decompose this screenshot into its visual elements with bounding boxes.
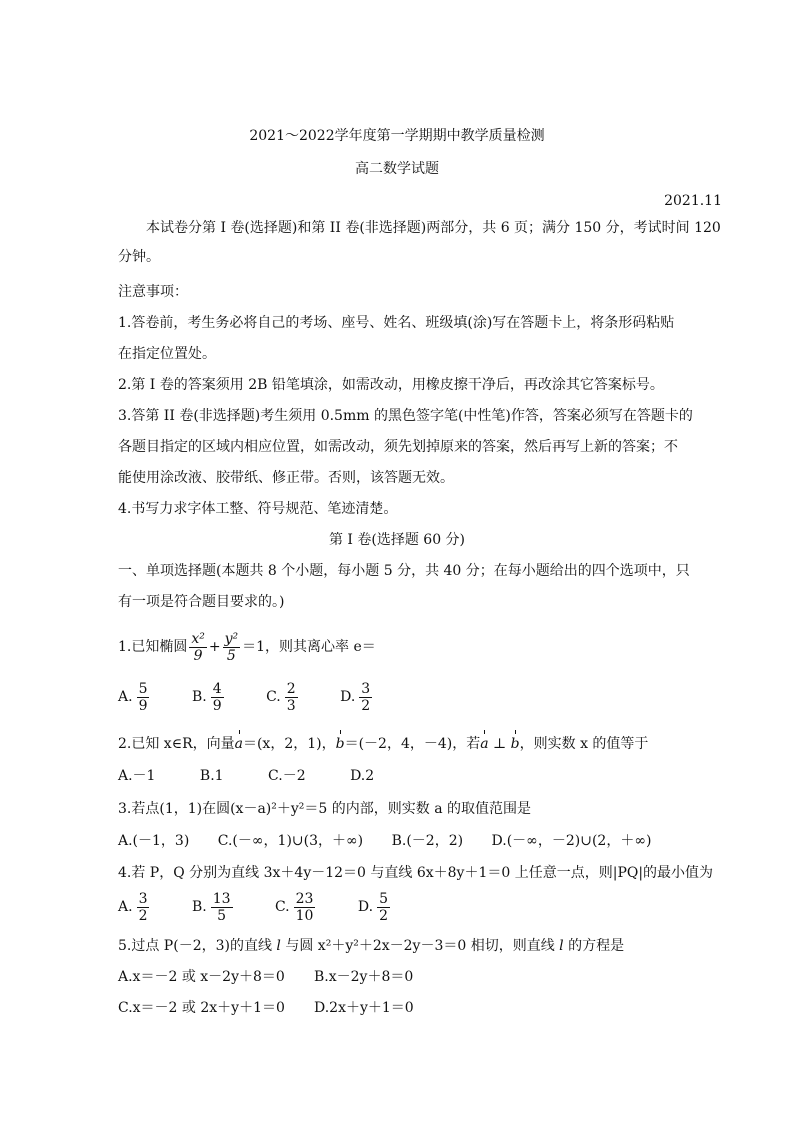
q4-option-b: B. $\frac{13}{5}$ bbox=[191, 890, 231, 924]
note-1a: 1.答卷前，考生务必将自己的考场、座号、姓名、班级填(涂)写在答题卡上，将条形码粘贴 bbox=[118, 315, 675, 331]
exam-subtitle: 高二数学试题 bbox=[355, 161, 439, 177]
q1-options bbox=[118, 680, 722, 714]
q5-option-a: A.x＝－2 或 x－2y＋8＝0 bbox=[118, 969, 285, 985]
q1-fraction-x bbox=[189, 631, 207, 664]
q4-options bbox=[118, 890, 722, 924]
q3-options bbox=[118, 831, 722, 851]
exam-date: 2021.11 bbox=[664, 193, 722, 209]
note-4: 4.书写力求字体工整、符号规范、笔迹清楚。 bbox=[118, 501, 398, 517]
q5-option-c: C.x＝－2 或 2x＋y＋1＝0 bbox=[118, 1000, 285, 1016]
q4-option-a: A. $\frac{3}{2}$ bbox=[118, 890, 148, 924]
q5-text-2: 与圆 x²＋y²＋2x－2y－3＝0 相切，则直线 bbox=[280, 938, 560, 954]
q3-option-a: A.(－1，3) bbox=[118, 833, 190, 849]
q2-text-3: ＝(－2，4，－4)，若 bbox=[344, 736, 481, 752]
q1-option-d: D. $\frac{3}{2}$ bbox=[340, 680, 371, 714]
q2-option-d: D.2 bbox=[350, 768, 375, 784]
q5-options-row-2 bbox=[118, 998, 722, 1018]
q3-option-d: D.(－∞，－2)∪(2，＋∞) bbox=[491, 833, 652, 849]
q2-text-2: ＝(x，2，1)， bbox=[242, 736, 336, 752]
q5-text-3: 的方程是 bbox=[563, 938, 625, 954]
section-title: 第 I 卷(选择题 60 分) bbox=[328, 532, 466, 548]
q2-text-1: 2.已知 x∈R，向量 bbox=[118, 736, 235, 752]
question-3: 3.若点(1，1)在圆(x－a)²＋y²＝5 的内部，则实数 a 的取值范围是 bbox=[118, 801, 531, 817]
q3-option-b: B.(－2，2) bbox=[391, 833, 464, 849]
q1-option-b: B. $\frac{4}{9}$ bbox=[191, 680, 222, 714]
intro-line-1: 本试卷分第 I 卷(选择题)和第 II 卷(非选择题)两部分，共 6 页；满分 150 分，考试时间 120 bbox=[146, 220, 721, 236]
question-5 bbox=[118, 936, 722, 956]
q2-option-b: B.1 bbox=[199, 768, 224, 784]
q1-suffix: ＝1，则其离心率 e＝ bbox=[242, 639, 376, 655]
q1-option-c: C. $\frac{2}{3}$ bbox=[266, 680, 296, 714]
q1-prefix: 1.已知椭圆 bbox=[118, 639, 188, 655]
note-2: 2.第 I 卷的答案须用 2B 铅笔填涂，如需改动，用橡皮擦干净后，再改涂其它答案标号。 bbox=[118, 377, 664, 393]
q1-plus: + bbox=[208, 639, 221, 655]
q1-f1-num: x² bbox=[191, 630, 205, 647]
q2-option-a: A.－1 bbox=[118, 768, 156, 784]
vector-a: a bbox=[234, 736, 243, 752]
q5-option-b: B.x－2y＋8＝0 bbox=[314, 969, 414, 985]
q1-fraction-y bbox=[223, 631, 241, 664]
q4-option-c: C. $\frac{23}{10}$ bbox=[274, 890, 314, 924]
section-desc-b: 有一项是符合题目要求的。) bbox=[118, 594, 285, 610]
intro-line-2: 分钟。 bbox=[118, 249, 160, 265]
vector-b-ref: b bbox=[510, 736, 520, 752]
note-1b: 在指定位置处。 bbox=[118, 346, 216, 362]
question-4: 4.若 P，Q 分别为直线 3x＋4y－12＝0 与直线 6x＋8y＋1＝0 上任意一点，则|PQ|的最小值为 bbox=[118, 865, 714, 881]
note-3a: 3.答第 II 卷(非选择题)考生须用 0.5mm 的黑色签字笔(中性笔)作答，答案必须写在答题卡的 bbox=[118, 408, 693, 424]
question-1 bbox=[118, 630, 722, 664]
q2-text-4: ，则实数 x 的值等于 bbox=[519, 736, 649, 752]
q2-options bbox=[118, 766, 722, 786]
q1-option-a: A. $\frac{5}{9}$ bbox=[118, 680, 148, 714]
question-2 bbox=[118, 734, 722, 754]
notes-heading: 注意事项： bbox=[118, 284, 188, 300]
q5-line-symbol: l bbox=[276, 938, 281, 954]
perp-symbol: ⊥ bbox=[488, 736, 511, 752]
exam-title: 2021～2022学年度第一学期期中教学质量检测 bbox=[249, 128, 545, 144]
q5-option-d: D.2x＋y＋1＝0 bbox=[314, 1000, 414, 1016]
vector-b: b bbox=[335, 736, 345, 752]
q3-option-c: C.(－∞，1)∪(3，＋∞) bbox=[217, 833, 364, 849]
q5-line-symbol-2: l bbox=[559, 938, 564, 954]
note-3c: 能使用涂改液、胶带纸、修正带。否则，该答题无效。 bbox=[118, 470, 454, 486]
q4-option-d: D. $\frac{5}{2}$ bbox=[357, 890, 389, 924]
q1-f2-num: y² bbox=[224, 630, 239, 647]
q1-f2-den: 5 bbox=[226, 647, 236, 664]
q5-options-row-1 bbox=[118, 967, 722, 987]
q2-option-c: C.－2 bbox=[268, 768, 306, 784]
q1-f1-den: 9 bbox=[193, 647, 203, 664]
note-3b: 各题目指定的区域内相应位置，如需改动，须先划掉原来的答案，然后再写上新的答案；不 bbox=[118, 439, 678, 455]
vector-a-ref: a bbox=[480, 736, 489, 752]
section-desc-a: 一、单项选择题(本题共 8 个小题，每小题 5 分，共 40 分；在每小题给出的四个选项中，只 bbox=[118, 563, 690, 579]
q5-text-1: 5.过点 P(－2，3)的直线 bbox=[118, 938, 277, 954]
